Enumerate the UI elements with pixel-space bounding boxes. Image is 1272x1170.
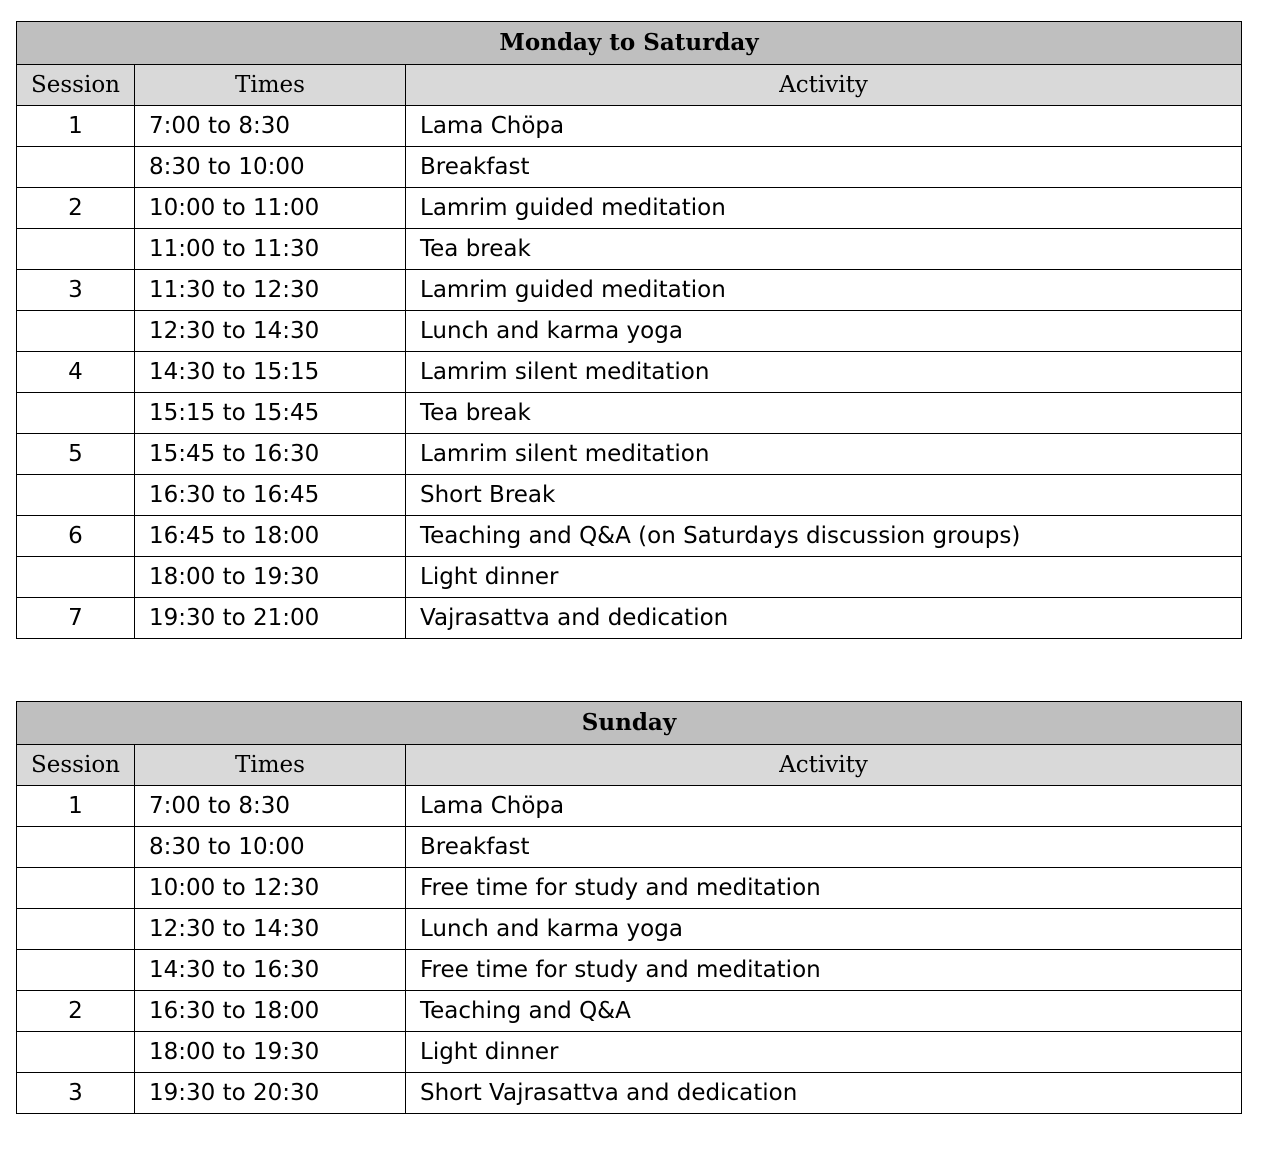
table-row [17, 1073, 1242, 1114]
times-cell: 12:30 to 14:30 [135, 909, 406, 950]
activity-cell: Teaching and Q&A (on Saturdays discussion groups) [406, 516, 1242, 557]
table-row [17, 229, 1242, 270]
activity-cell: Lunch and karma yoga [406, 311, 1242, 352]
schedule-table-monday-to-saturday [16, 21, 1242, 639]
session-cell [17, 393, 135, 434]
session-cell [17, 868, 135, 909]
session-cell [17, 229, 135, 270]
session-cell [17, 475, 135, 516]
column-header-activity: Activity [406, 65, 1242, 106]
table-title-row [17, 702, 1242, 745]
session-cell: 2 [17, 188, 135, 229]
activity-cell: Short Vajrasattva and dedication [406, 1073, 1242, 1114]
table-row [17, 868, 1242, 909]
table-body [17, 106, 1242, 639]
session-cell: 5 [17, 434, 135, 475]
table-row [17, 352, 1242, 393]
activity-cell: Lamrim guided meditation [406, 188, 1242, 229]
table-row [17, 786, 1242, 827]
table-title-row [17, 22, 1242, 65]
table-header-row [17, 65, 1242, 106]
times-cell: 11:00 to 11:30 [135, 229, 406, 270]
table-row [17, 475, 1242, 516]
activity-cell: Light dinner [406, 557, 1242, 598]
activity-cell: Lunch and karma yoga [406, 909, 1242, 950]
times-cell: 10:00 to 11:00 [135, 188, 406, 229]
table-title: Sunday [17, 702, 1242, 745]
times-cell: 18:00 to 19:30 [135, 1032, 406, 1073]
table-row [17, 598, 1242, 639]
session-cell: 6 [17, 516, 135, 557]
activity-cell: Lama Chöpa [406, 786, 1242, 827]
times-cell: 8:30 to 10:00 [135, 827, 406, 868]
table-row [17, 311, 1242, 352]
session-cell [17, 827, 135, 868]
session-cell: 7 [17, 598, 135, 639]
times-cell: 18:00 to 19:30 [135, 557, 406, 598]
times-cell: 11:30 to 12:30 [135, 270, 406, 311]
activity-cell: Lamrim silent meditation [406, 352, 1242, 393]
times-cell: 8:30 to 10:00 [135, 147, 406, 188]
activity-cell: Breakfast [406, 827, 1242, 868]
times-cell: 12:30 to 14:30 [135, 311, 406, 352]
times-cell: 14:30 to 16:30 [135, 950, 406, 991]
times-cell: 10:00 to 12:30 [135, 868, 406, 909]
times-cell: 16:30 to 18:00 [135, 991, 406, 1032]
session-cell: 1 [17, 786, 135, 827]
times-cell: 16:45 to 18:00 [135, 516, 406, 557]
activity-cell: Lamrim silent meditation [406, 434, 1242, 475]
session-cell: 3 [17, 1073, 135, 1114]
times-cell: 19:30 to 20:30 [135, 1073, 406, 1114]
table-row [17, 516, 1242, 557]
times-cell: 15:45 to 16:30 [135, 434, 406, 475]
table-body [17, 786, 1242, 1114]
activity-cell: Light dinner [406, 1032, 1242, 1073]
table-row [17, 434, 1242, 475]
session-cell [17, 909, 135, 950]
session-cell [17, 311, 135, 352]
times-cell: 19:30 to 21:00 [135, 598, 406, 639]
session-cell [17, 1032, 135, 1073]
session-cell [17, 557, 135, 598]
activity-cell: Tea break [406, 393, 1242, 434]
activity-cell: Breakfast [406, 147, 1242, 188]
table-row [17, 270, 1242, 311]
times-cell: 16:30 to 16:45 [135, 475, 406, 516]
column-header-session: Session [17, 65, 135, 106]
session-cell [17, 147, 135, 188]
session-cell: 4 [17, 352, 135, 393]
table-row [17, 991, 1242, 1032]
column-header-session: Session [17, 745, 135, 786]
column-header-activity: Activity [406, 745, 1242, 786]
activity-cell: Lamrim guided meditation [406, 270, 1242, 311]
table-row [17, 147, 1242, 188]
table-title: Monday to Saturday [17, 22, 1242, 65]
table-row [17, 1032, 1242, 1073]
activity-cell: Lama Chöpa [406, 106, 1242, 147]
activity-cell: Short Break [406, 475, 1242, 516]
times-cell: 7:00 to 8:30 [135, 786, 406, 827]
activity-cell: Teaching and Q&A [406, 991, 1242, 1032]
times-cell: 14:30 to 15:15 [135, 352, 406, 393]
table-header-row [17, 745, 1242, 786]
activity-cell: Free time for study and meditation [406, 868, 1242, 909]
table-row [17, 827, 1242, 868]
table-row [17, 188, 1242, 229]
activity-cell: Tea break [406, 229, 1242, 270]
activity-cell: Free time for study and meditation [406, 950, 1242, 991]
activity-cell: Vajrasattva and dedication [406, 598, 1242, 639]
table-row [17, 909, 1242, 950]
table-row [17, 557, 1242, 598]
session-cell: 2 [17, 991, 135, 1032]
session-cell: 1 [17, 106, 135, 147]
times-cell: 7:00 to 8:30 [135, 106, 406, 147]
table-row [17, 393, 1242, 434]
table-row [17, 106, 1242, 147]
schedule-table-sunday [16, 701, 1242, 1114]
session-cell: 3 [17, 270, 135, 311]
session-cell [17, 950, 135, 991]
times-cell: 15:15 to 15:45 [135, 393, 406, 434]
column-header-times: Times [135, 65, 406, 106]
table-row [17, 950, 1242, 991]
column-header-times: Times [135, 745, 406, 786]
